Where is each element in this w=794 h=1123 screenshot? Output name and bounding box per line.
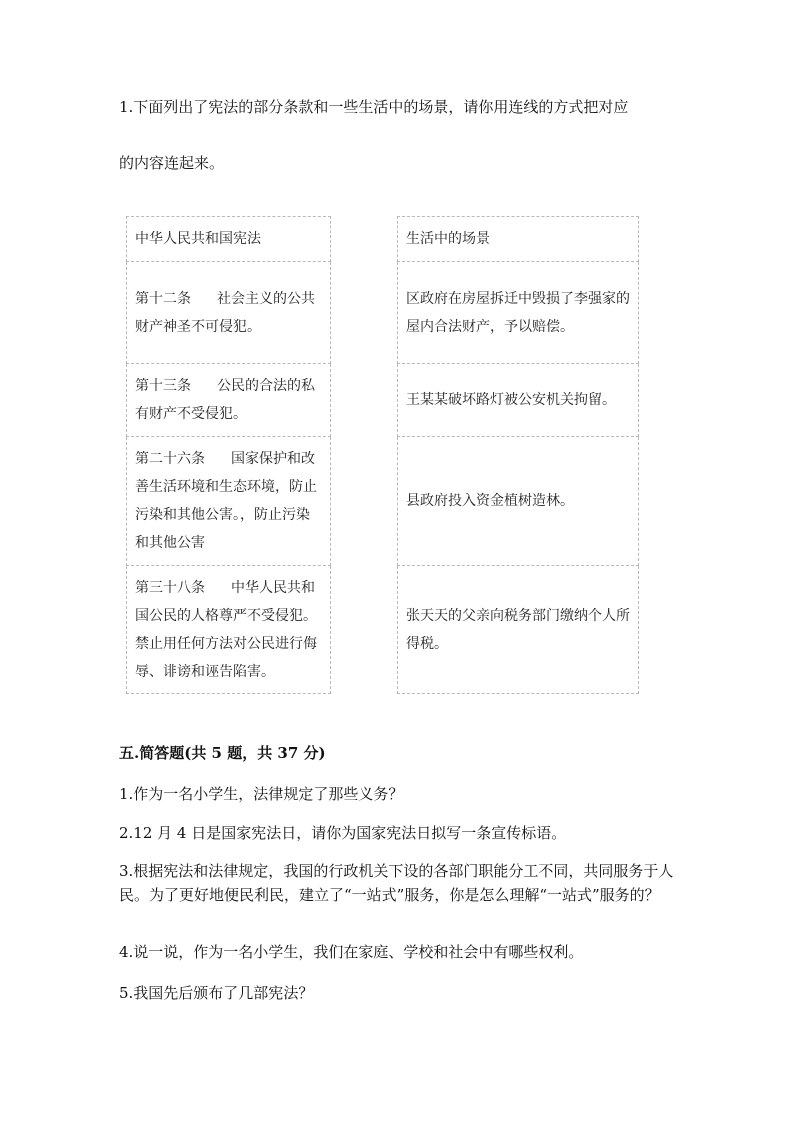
scene-cell[interactable]: 区政府在房屋拆迁中毁损了李强家的屋内合法财产，予以赔偿。	[398, 262, 639, 364]
article-text: 公民的合法的私有财产不受侵犯。	[135, 378, 315, 422]
article-number: 第十二条	[135, 290, 191, 307]
life-scenes-table	[397, 216, 639, 694]
article-cell[interactable]	[127, 262, 331, 364]
article-cell[interactable]	[127, 364, 331, 437]
article-number: 第十三条	[135, 378, 191, 394]
question-1	[119, 96, 679, 172]
scene-cell[interactable]: 县政府投入资金植树造林。	[398, 437, 639, 566]
scene-cell[interactable]: 王某某破坏路灯被公安机关拘留。	[398, 364, 639, 437]
question-1-line-2: 的内容连起来。	[119, 154, 225, 172]
left-table-header: 中华人民共和国宪法	[127, 217, 331, 262]
short-answer-question: 2.12 月 4 日是国家宪法日，请你为国家宪法日拟写一条宣传标语。	[119, 824, 567, 842]
short-answer-question: 5.我国先后颁布了几部宪法？	[119, 984, 314, 1002]
article-text: 国家保护和改善生活环境和生态环境，防止污染和其他公害。，防止污染和其他公害	[135, 451, 317, 551]
article-text: 中华人民共和国公民的人格尊严不受侵犯。禁止用任何方法对公民进行侮辱、诽谤和诬告陷害。	[135, 579, 317, 680]
short-answer-question: 3.根据宪法和法律规定，我国的行政机关下设的各部门职能分工不同，共同服务于人民。为了更好地便民利民，建立了“一站式”服务，你是怎么理解“一站式”服务的？	[119, 862, 674, 904]
constitution-articles-table	[126, 216, 331, 694]
section-5-title: 五.简答题(共 5 题，共 37 分)	[119, 744, 326, 762]
scene-cell[interactable]: 张天天的父亲向税务部门缴纳个人所得税。	[398, 566, 639, 694]
article-cell[interactable]	[127, 566, 331, 694]
article-number: 第三十八条	[135, 579, 205, 596]
right-table-header: 生活中的场景	[398, 217, 639, 262]
article-number: 第二十六条	[135, 451, 205, 467]
question-1-line-1: 1.下面列出了宪法的部分条款和一些生活中的场景，请你用连线的方式把对应	[119, 98, 629, 116]
short-answer-question: 4.说一说，作为一名小学生，我们在家庭、学校和社会中有哪些权利。	[119, 943, 584, 961]
article-cell[interactable]	[127, 437, 331, 566]
article-text: 社会主义的公共财产神圣不可侵犯。	[135, 290, 315, 335]
short-answer-question: 1.作为一名小学生，法律规定了那些义务？	[119, 785, 404, 803]
